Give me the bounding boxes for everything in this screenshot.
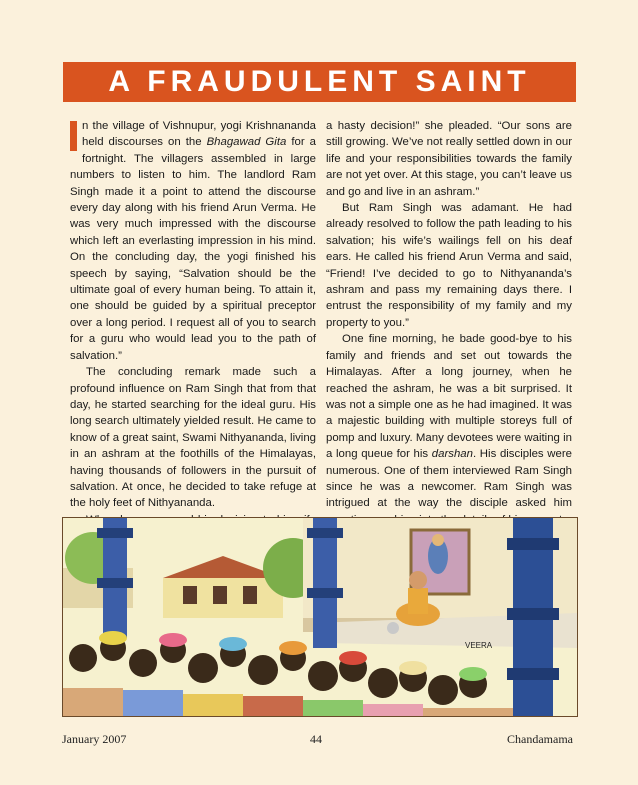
title-banner — [63, 62, 576, 102]
artist-signature: VEERA — [465, 641, 493, 650]
paragraph: The concluding remark made such a profound influence on Ram Singh that from that day, he started searching for the ideal guru. His long search ultimately yielded result. He came to know of a great saint, Swami Nithyananda, living in an ashram at the foothills of the Himalayas, having thousands of followers in the pursuit of salvation. At once, he decided to take refuge at the holy feet of Nithyananda. — [70, 366, 316, 510]
left-text-column — [70, 118, 316, 545]
footer-date: January 2007 — [62, 732, 127, 746]
ashram-scene-illustration — [63, 518, 577, 716]
paragraph: a hasty decision!” she pleaded. “Our sons are still growing. We’ve not really settled down in our life and your responsibilities towards the family are not yet over. At this stage, you can’t leave us and go and live in an ashram.” — [326, 120, 572, 198]
drop-cap — [70, 121, 77, 151]
paragraph: n the village of Vishnupur, yogi Krishnananda held discourses on the Bhagawad Gita for a fortnight. The villagers assembled in large numbers to listen to him. The landlord Ram Singh made it a point to attend the discourse every day along with his friend Arun Verma. He was very much impressed with the discourse which left an everlasting impression in his mind. On the concluding day, the yogi finished his speech by saying, “Salvation should be the ultimate goal of every human being. To attain it, one should be guided by a spiritual preceptor over a long period. I request all of you to search for a guru who would lead you to the path of salvation.” — [70, 120, 316, 362]
magazine-name: Chandamama — [507, 732, 573, 746]
story-title: A FRAUDULENT SAINT — [108, 65, 531, 98]
page-number: 44 — [310, 732, 322, 746]
story-illustration — [62, 517, 578, 717]
right-text-column — [326, 118, 572, 528]
paragraph: But Ram Singh was adamant. He had already resolved to follow the path leading to his salvation; his wife’s wailings fell on his deaf ears. He called his friend Arun Verma and said, “Friend! I’ve decided to go to Nithyananda’s ashram and pass my remaining days there. I entrust the responsibility of my family and my property to you.” — [326, 202, 572, 329]
paragraph: One fine morning, he bade good-bye to his family and friends and set out towards the Himalayas. After a long journey, when he reached the ashram, he was a bit surprised. It was not a simple one as he had imagined. It was a majestic building with multiple storeys full of pomp and luxury. Many devotees were waiting in a long queue for his darshan. His disciples were numerous. One of them interviewed Ram Singh since he was a newcomer. Ram Singh was intrigued at the way the disciple asked him — [326, 333, 572, 510]
